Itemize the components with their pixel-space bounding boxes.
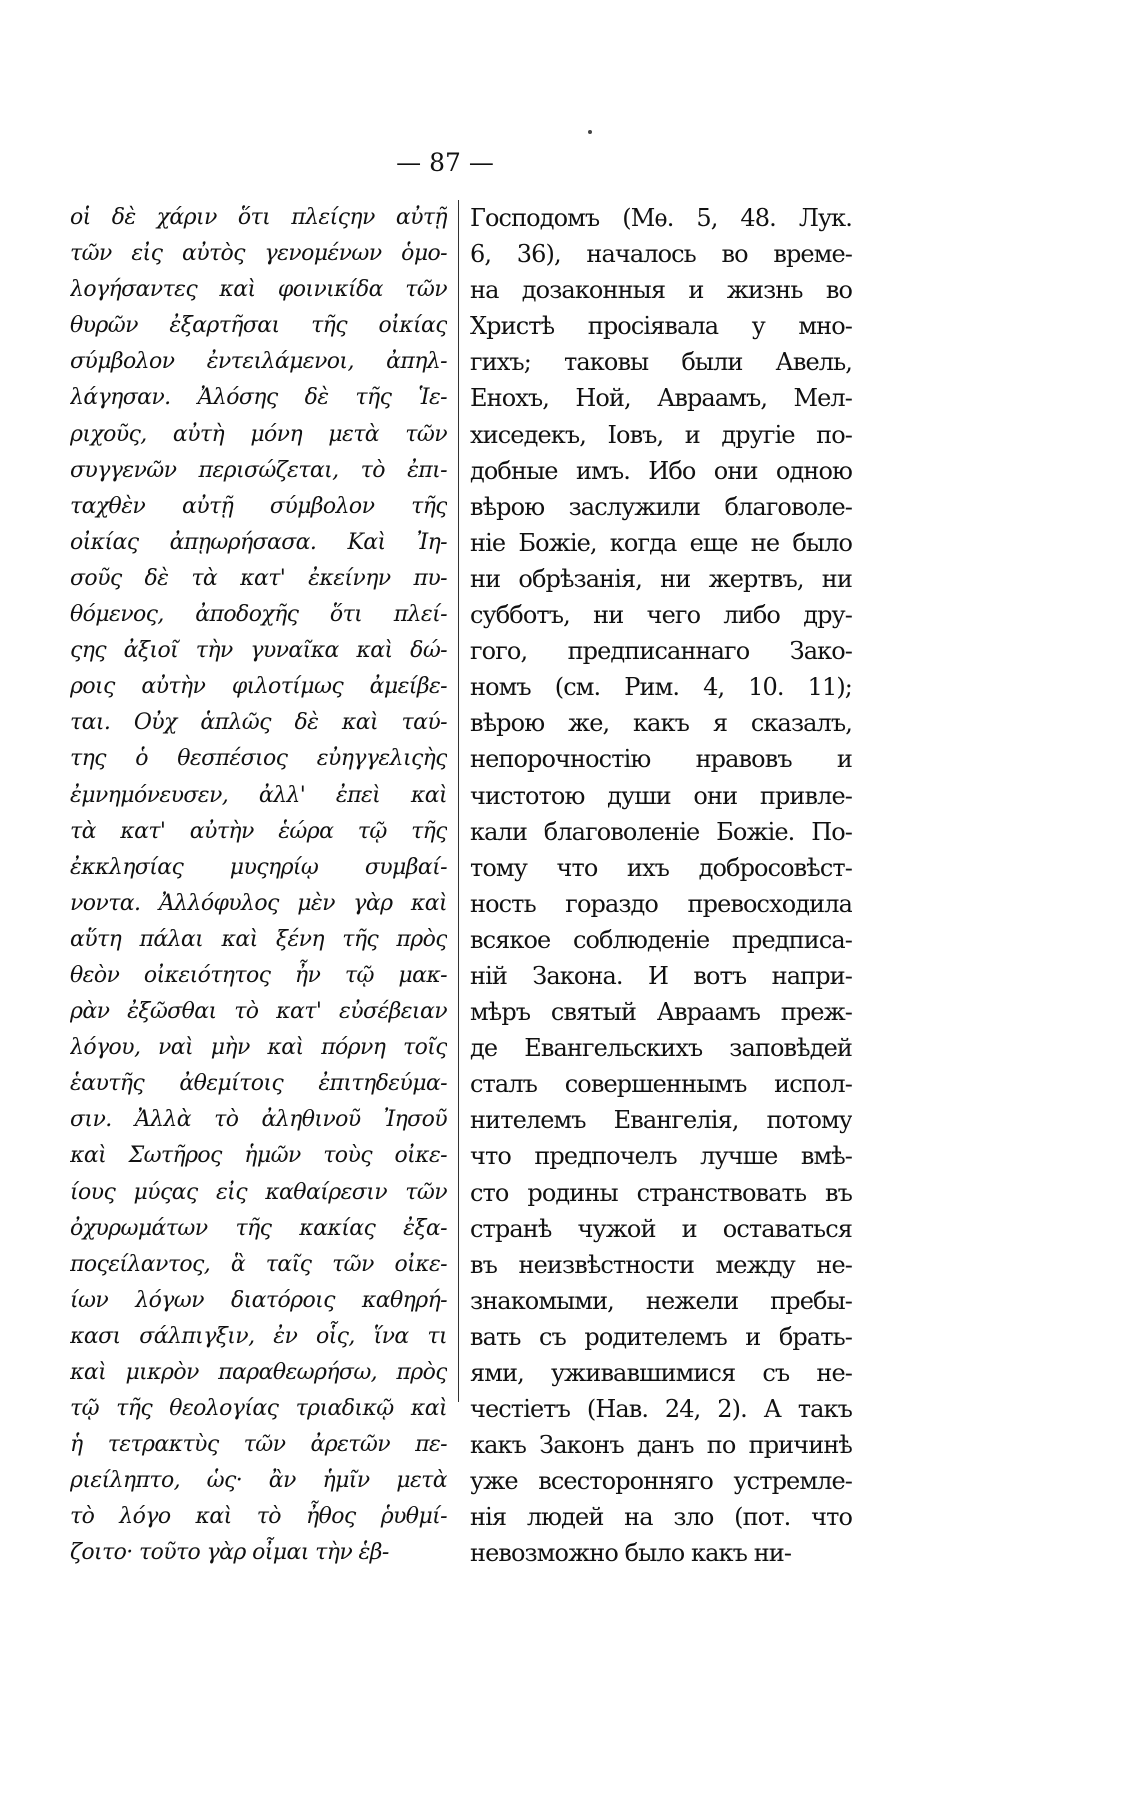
russian-text-line: что предпочелъ лучше вмѣ- [470, 1142, 852, 1171]
russian-text-line: гихъ; таковы были Авель, [470, 348, 852, 377]
greek-text-line: ζοιτο· τοῦτο γὰρ οἶμαι τὴν ἑβ- [70, 1540, 389, 1566]
russian-text-column [470, 200, 852, 1572]
greek-text-line: καὶ Σωτῆρος ἡμῶν τοὺς οἰκε- [70, 1143, 447, 1169]
russian-text-line: вѣрою заслужили благоволе- [470, 492, 852, 521]
russian-text-line: ніе Божіе, когда еще не было [470, 528, 852, 557]
russian-text-line: Христѣ просіявала у мно- [470, 312, 852, 341]
greek-text-line: σοῦς δὲ τὰ κατ' ἐκείνην πυ- [70, 565, 447, 591]
greek-text-line: ρὰν ἐξῶσθαι τὸ κατ' εὐσέβειαν [70, 999, 447, 1025]
russian-text-line: сталъ совершеннымъ испол- [470, 1070, 852, 1099]
page-number: — 87 — [396, 148, 494, 177]
greek-text-line: θεὸν οἰκειότητος ἦν τῷ μακ- [70, 962, 447, 988]
russian-text-line: нія людей на зло (пот. что [470, 1503, 852, 1532]
russian-text-line: добные имъ. Ибо они одною [470, 456, 852, 485]
russian-text-line: мѣръ святый Авраамъ преж- [470, 998, 852, 1027]
greek-text-column [70, 200, 447, 1572]
russian-text-line: хиседекъ, Іовъ, и другіе по- [470, 420, 852, 449]
russian-text-line: кали благоволеніе Божіе. По- [470, 817, 852, 846]
greek-text-line: ίους μύςας εἰς καθαίρεσιν τῶν [70, 1179, 447, 1205]
greek-text-line: λόγου, ναὶ μὴν καὶ πόρνη τοῖς [70, 1035, 447, 1061]
russian-text-line: Енохъ, Ной, Авраамъ, Мел- [470, 384, 852, 413]
russian-text-line: въ неизвѣстности между не- [470, 1250, 852, 1279]
greek-text-line: ποςείλαντος, ἃ ταῖς τῶν οἰκε- [70, 1251, 447, 1277]
russian-text-line: де Евангельскихъ заповѣдей [470, 1034, 852, 1063]
russian-text-line: сто родины странствовать въ [470, 1178, 852, 1207]
greek-text-line: ἑαυτῆς ἀθεμίτοις ἐπιτηδεύμα- [70, 1071, 447, 1097]
print-speck [588, 130, 592, 134]
greek-text-line: ίων λόγων διατόροις καθηρή- [70, 1287, 447, 1313]
russian-text-line: невозможно было какъ ни- [470, 1539, 792, 1568]
russian-text-line: странѣ чужой и оставаться [470, 1214, 852, 1243]
greek-text-line: τὰ κατ' αὐτὴν ἑώρα τῷ τῆς [70, 818, 447, 844]
russian-text-line: субботъ, ни чего либо дру- [470, 601, 852, 630]
russian-text-line: ни обрѣзанія, ни жертвъ, ни [470, 564, 852, 593]
russian-text-line: ями, уживавшимися съ не- [470, 1359, 852, 1387]
greek-text-line: σύμβολον ἐντειλάμενοι, ἀπηλ- [70, 349, 447, 375]
greek-text-line: ἡ τετρακτὺς τῶν ἀρετῶν πε- [70, 1432, 447, 1458]
greek-text-line: της ὁ θεσπέσιος εὐηγγελιςὴς [70, 746, 447, 772]
greek-text-line: συγγενῶν περισώζεται, τὸ ἐπι- [70, 457, 447, 483]
russian-text-line: номъ (см. Рим. 4, 10. 11); [470, 673, 852, 702]
greek-text-line: θυρῶν ἐξαρτῆσαι τῆς οἰκίας [70, 313, 447, 339]
greek-text-line: ὀχυρωμάτων τῆς κακίας ἐξα- [70, 1215, 447, 1241]
greek-text-line: ςης ἀξιοῖ τὴν γυναῖκα καὶ δώ- [70, 638, 447, 664]
russian-text-line: непорочностію нравовъ и [470, 745, 852, 774]
russian-text-line: чистотою души они привле- [470, 781, 852, 810]
greek-text-line: λάγησαν. Ἀλόσης δὲ τῆς Ἱε- [70, 385, 447, 411]
greek-text-line: θόμενος, ἀποδοχῆς ὅτι πλεί- [70, 602, 447, 628]
russian-text-line: всякое соблюденіе предписа- [470, 925, 852, 954]
greek-text-line: ταχθὲν αὐτῇ σύμβολον τῆς [70, 493, 447, 519]
russian-text-line: вать съ родителемъ и брать- [470, 1322, 852, 1351]
greek-text-line: αὕτη πάλαι καὶ ξένη τῆς πρὸς [70, 926, 447, 952]
russian-text-line: тому что ихъ добросовѣст- [470, 853, 852, 882]
russian-text-line: ній Закона. И вотъ напри- [470, 961, 852, 990]
greek-text-line: κασι σάλπιγξιν, ἐν οἷς, ἵνα τι [70, 1323, 447, 1349]
russian-text-line: честіетъ (Нав. 24, 2). А такъ [470, 1395, 852, 1424]
russian-text-line: гого, предписаннаго Зако- [470, 637, 852, 666]
greek-text-line: νοντα. Ἀλλόφυλος μὲν γὰρ καὶ [70, 890, 447, 916]
greek-text-line: τῶν εἰς αὐτὸς γενομένων ὁμο- [70, 241, 447, 267]
russian-text-line: вѣрою же, какъ я сказалъ, [470, 709, 852, 738]
greek-text-line: οἱ δὲ χάριν ὅτι πλείςην αὐτῇ [70, 205, 447, 230]
greek-text-line: ριείληπτο, ὡς· ἂν ἡμῖν μετὰ [70, 1468, 447, 1494]
russian-text-line: на дозаконныя и жизнь во [470, 276, 852, 305]
greek-text-line: τῷ τῆς θεολογίας τριαδικῷ καὶ [70, 1396, 447, 1422]
russian-text-line: знакомыми, нежели пребы- [470, 1286, 852, 1315]
greek-text-line: ριχοῦς, αὐτὴ μόνη μετὰ τῶν [70, 421, 447, 447]
greek-text-line: οἰκίας ἀπῃωρήσασα. Καὶ Ἰη- [70, 529, 447, 555]
russian-text-line: нителемъ Евангелія, потому [470, 1106, 852, 1135]
greek-text-line: ται. Οὐχ ἁπλῶς δὲ καὶ ταύ- [70, 710, 447, 736]
greek-text-line: ἐμνημόνευσεν, ἀλλ' ἐπεὶ καὶ [70, 782, 447, 808]
russian-text-line: какъ Законъ данъ по причинѣ [470, 1431, 852, 1460]
greek-text-line: τὸ λόγο καὶ τὸ ἦθος ῥυθμί- [70, 1504, 447, 1530]
column-divider [458, 200, 459, 1402]
greek-text-line: σιν. Ἀλλὰ τὸ ἀληθινοῦ Ἰησοῦ [70, 1107, 447, 1133]
greek-text-line: λογήσαντες καὶ φοινικίδα τῶν [70, 277, 447, 303]
greek-text-line: ροις αὐτὴν φιλοτίμως ἀμείβε- [70, 674, 447, 700]
russian-text-line: Господомъ (Мѳ. 5, 48. Лук. [470, 204, 852, 232]
russian-text-line: ность гораздо превосходила [470, 889, 852, 918]
greek-text-line: ἐκκλησίας μυςηρίῳ συμβαί- [70, 854, 447, 880]
greek-text-line: καὶ μικρὸν παραθεωρήσω, πρὸς [70, 1360, 447, 1385]
russian-text-line: уже всесторонняго устремле- [470, 1467, 852, 1496]
russian-text-line: 6, 36), началось во време- [470, 240, 852, 269]
